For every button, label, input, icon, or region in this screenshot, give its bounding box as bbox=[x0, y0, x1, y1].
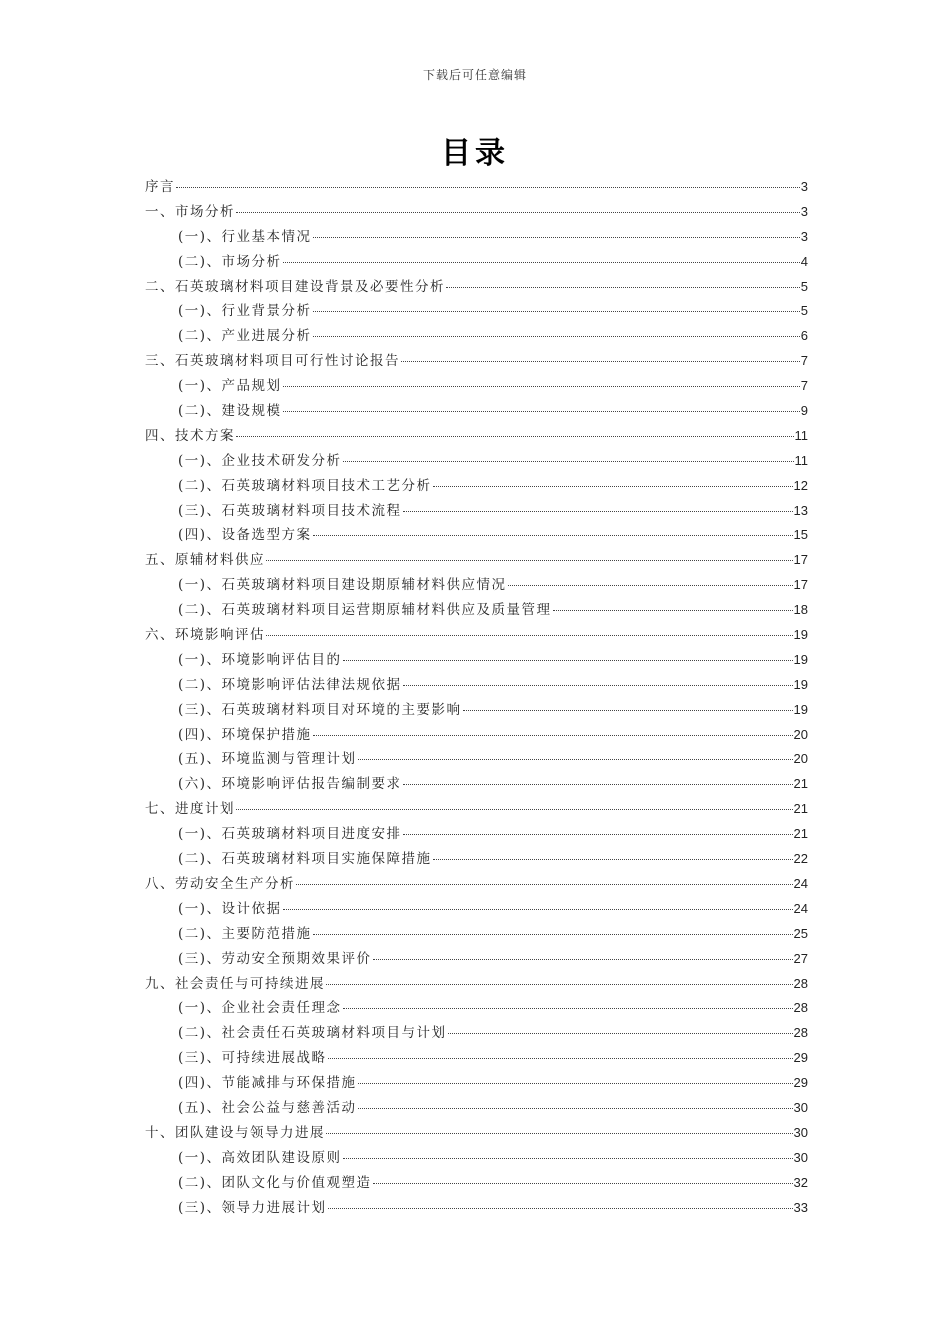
toc-dot-leader bbox=[358, 1108, 793, 1109]
toc-entry-page-number: 7 bbox=[800, 353, 808, 369]
toc-entry-page-number: 11 bbox=[794, 427, 808, 443]
toc-entry-label: (三)、可持续进展战略 bbox=[178, 1050, 327, 1067]
toc-entry[interactable] bbox=[145, 1121, 808, 1146]
toc-dot-leader bbox=[358, 1083, 793, 1084]
toc-dot-leader bbox=[358, 759, 793, 760]
toc-entry[interactable] bbox=[145, 1096, 808, 1121]
toc-entry[interactable] bbox=[145, 673, 808, 698]
toc-entry-page-number: 21 bbox=[793, 776, 808, 792]
toc-dot-leader bbox=[326, 984, 793, 985]
page-header: 下载后可任意编辑 bbox=[422, 68, 527, 82]
toc-entry-label: (二)、产业进展分析 bbox=[178, 328, 312, 345]
toc-entry[interactable] bbox=[145, 200, 808, 225]
toc-dot-leader bbox=[266, 560, 793, 561]
toc-entry-page-number: 25 bbox=[793, 925, 808, 941]
toc-entry-page-number: 24 bbox=[793, 900, 808, 916]
toc-dot-leader bbox=[401, 361, 800, 362]
toc-dot-leader bbox=[283, 411, 800, 412]
toc-entry-label: (一)、石英玻璃材料项目进度安排 bbox=[178, 826, 402, 843]
toc-entry[interactable] bbox=[145, 1146, 808, 1171]
page-title: 目录 bbox=[441, 136, 509, 171]
toc-entry-page-number: 20 bbox=[793, 751, 808, 767]
toc-entry-page-number: 5 bbox=[800, 278, 808, 294]
toc-entry[interactable] bbox=[145, 922, 808, 947]
toc-dot-leader bbox=[296, 884, 793, 885]
toc-dot-leader bbox=[433, 859, 793, 860]
toc-entry-label: (四)、节能减排与环保措施 bbox=[178, 1075, 357, 1092]
toc-entry-label: 八、劳动安全生产分析 bbox=[145, 875, 295, 892]
toc-entry-page-number: 12 bbox=[793, 477, 808, 493]
toc-dot-leader bbox=[313, 311, 800, 312]
toc-dot-leader bbox=[176, 187, 800, 188]
toc-entry-page-number: 9 bbox=[800, 403, 808, 419]
toc-entry[interactable] bbox=[145, 947, 808, 972]
toc-entry-page-number: 29 bbox=[793, 1075, 808, 1091]
toc-entry[interactable] bbox=[145, 399, 808, 424]
toc-entry[interactable] bbox=[145, 175, 808, 200]
toc-dot-leader bbox=[236, 809, 793, 810]
toc-entry-page-number: 24 bbox=[793, 875, 808, 891]
toc-dot-leader bbox=[343, 461, 794, 462]
toc-entry-page-number: 19 bbox=[793, 627, 808, 643]
toc-dot-leader bbox=[403, 834, 793, 835]
toc-entry[interactable] bbox=[145, 623, 808, 648]
toc-dot-leader bbox=[446, 287, 800, 288]
toc-entry-page-number: 21 bbox=[793, 826, 808, 842]
toc-entry-label: (一)、环境影响评估目的 bbox=[178, 651, 342, 668]
toc-entry-label: 序言 bbox=[145, 179, 175, 195]
toc-entry-label: (一)、产品规划 bbox=[178, 378, 282, 395]
toc-entry[interactable] bbox=[145, 250, 808, 275]
toc-dot-leader bbox=[433, 486, 793, 487]
toc-dot-leader bbox=[283, 386, 800, 387]
toc-entry-page-number: 33 bbox=[793, 1199, 808, 1215]
toc-dot-leader bbox=[343, 660, 793, 661]
toc-dot-leader bbox=[313, 535, 793, 536]
toc-entry-label: (一)、行业基本情况 bbox=[178, 228, 312, 245]
toc-dot-leader bbox=[236, 212, 800, 213]
toc-entry-page-number: 3 bbox=[800, 228, 808, 244]
toc-entry-label: (一)、石英玻璃材料项目建设期原辅材料供应情况 bbox=[178, 577, 507, 594]
toc-entry-label: 三、石英玻璃材料项目可行性讨论报告 bbox=[145, 353, 400, 370]
toc-entry-label: (六)、环境影响评估报告编制要求 bbox=[178, 776, 402, 793]
toc-dot-leader bbox=[403, 511, 793, 512]
toc-entry[interactable] bbox=[145, 349, 808, 374]
toc-entry-label: (二)、石英玻璃材料项目技术工艺分析 bbox=[178, 477, 432, 494]
toc-entry-page-number: 29 bbox=[793, 1050, 808, 1066]
toc-entry[interactable] bbox=[145, 523, 808, 548]
toc-entry-label: (三)、领导力进展计划 bbox=[178, 1199, 327, 1216]
toc-dot-leader bbox=[448, 1033, 793, 1034]
toc-entry-label: 十、团队建设与领导力进展 bbox=[145, 1124, 325, 1141]
toc-entry[interactable] bbox=[145, 449, 808, 474]
toc-entry[interactable] bbox=[145, 797, 808, 822]
toc-dot-leader bbox=[463, 710, 793, 711]
toc-entry[interactable] bbox=[145, 324, 808, 349]
toc-dot-leader bbox=[373, 1183, 793, 1184]
toc-entry-label: 四、技术方案 bbox=[145, 427, 235, 444]
toc-entry-label: (二)、石英玻璃材料项目运营期原辅材料供应及质量管理 bbox=[178, 602, 552, 619]
toc-entry-label: (二)、社会责任石英玻璃材料项目与计划 bbox=[178, 1025, 447, 1042]
toc-dot-leader bbox=[373, 959, 793, 960]
toc-dot-leader bbox=[508, 585, 793, 586]
toc-entry-label: (五)、社会公益与慈善活动 bbox=[178, 1099, 357, 1116]
toc-entry[interactable] bbox=[145, 474, 808, 499]
toc-dot-leader bbox=[313, 934, 793, 935]
toc-entry-label: 二、石英玻璃材料项目建设背景及必要性分析 bbox=[145, 278, 445, 295]
toc-entry-page-number: 11 bbox=[794, 452, 808, 468]
toc-entry-label: (二)、市场分析 bbox=[178, 253, 282, 270]
toc-entry[interactable] bbox=[145, 225, 808, 250]
toc-entry[interactable] bbox=[145, 299, 808, 324]
toc-entry[interactable] bbox=[145, 275, 808, 300]
toc-entry[interactable] bbox=[145, 499, 808, 524]
toc-entry[interactable] bbox=[145, 1021, 808, 1046]
toc-dot-leader bbox=[343, 1158, 793, 1159]
toc-dot-leader bbox=[283, 909, 793, 910]
toc-dot-leader bbox=[343, 1008, 793, 1009]
toc-entry-label: 五、原辅材料供应 bbox=[145, 552, 265, 569]
toc-dot-leader bbox=[283, 262, 800, 263]
toc-entry-page-number: 19 bbox=[793, 676, 808, 692]
toc-entry-label: (四)、环境保护措施 bbox=[178, 726, 312, 743]
toc-entry-label: (二)、环境影响评估法律法规依据 bbox=[178, 676, 402, 693]
toc-entry-page-number: 4 bbox=[800, 253, 808, 269]
toc-entry-label: (一)、行业背景分析 bbox=[178, 303, 312, 320]
toc-entry-label: (一)、设计依据 bbox=[178, 900, 282, 917]
toc-entry-label: (二)、团队文化与价值观塑造 bbox=[178, 1174, 372, 1191]
toc-dot-leader bbox=[266, 635, 793, 636]
toc-entry-label: (三)、石英玻璃材料项目对环境的主要影响 bbox=[178, 701, 462, 718]
toc-dot-leader bbox=[313, 336, 800, 337]
toc-entry-page-number: 32 bbox=[793, 1174, 808, 1190]
toc-dot-leader bbox=[313, 237, 800, 238]
toc-entry[interactable] bbox=[145, 872, 808, 897]
toc-entry-page-number: 6 bbox=[800, 328, 808, 344]
toc-entry[interactable] bbox=[145, 772, 808, 797]
toc-entry-page-number: 18 bbox=[793, 602, 808, 618]
toc-entry-page-number: 3 bbox=[800, 179, 808, 194]
toc-entry-label: 七、进度计划 bbox=[145, 801, 235, 818]
toc-entry-page-number: 28 bbox=[793, 1025, 808, 1041]
toc-entry-page-number: 30 bbox=[793, 1124, 808, 1140]
toc-entry-label: (二)、石英玻璃材料项目实施保障措施 bbox=[178, 851, 432, 868]
toc-entry-label: 六、环境影响评估 bbox=[145, 627, 265, 644]
toc-entry[interactable] bbox=[145, 747, 808, 772]
toc-entry-page-number: 7 bbox=[800, 378, 808, 394]
toc-entry-label: (三)、石英玻璃材料项目技术流程 bbox=[178, 502, 402, 519]
toc-entry[interactable] bbox=[145, 972, 808, 997]
toc-entry-page-number: 22 bbox=[793, 851, 808, 867]
toc-entry-page-number: 27 bbox=[793, 950, 808, 966]
toc-dot-leader bbox=[328, 1058, 793, 1059]
toc-entry[interactable] bbox=[145, 424, 808, 449]
toc-entry-page-number: 30 bbox=[793, 1149, 808, 1165]
toc-entry-label: (一)、高效团队建设原则 bbox=[178, 1149, 342, 1166]
toc-dot-leader bbox=[403, 784, 793, 785]
toc-entry-label: (二)、主要防范措施 bbox=[178, 925, 312, 942]
toc-entry[interactable] bbox=[145, 1046, 808, 1071]
toc-entry-page-number: 30 bbox=[793, 1099, 808, 1115]
toc-entry-page-number: 13 bbox=[793, 502, 808, 518]
toc-entry-label: (五)、环境监测与管理计划 bbox=[178, 751, 357, 768]
toc-entry-page-number: 21 bbox=[793, 801, 808, 817]
toc-entry[interactable] bbox=[145, 847, 808, 872]
toc-entry[interactable] bbox=[145, 723, 808, 748]
toc-entry-page-number: 15 bbox=[793, 527, 808, 543]
toc-entry[interactable] bbox=[145, 1171, 808, 1196]
toc-entry-label: 一、市场分析 bbox=[145, 203, 235, 220]
toc-entry-page-number: 28 bbox=[793, 1000, 808, 1016]
toc-entry-page-number: 20 bbox=[793, 726, 808, 742]
toc-dot-leader bbox=[328, 1208, 793, 1209]
toc-entry[interactable] bbox=[145, 897, 808, 922]
toc-entry[interactable] bbox=[145, 1071, 808, 1096]
toc-entry[interactable] bbox=[145, 1196, 808, 1221]
toc-entry[interactable] bbox=[145, 598, 808, 623]
toc-entry-page-number: 17 bbox=[793, 552, 808, 568]
table-of-contents bbox=[145, 175, 808, 1220]
toc-dot-leader bbox=[236, 436, 794, 437]
toc-entry-page-number: 19 bbox=[793, 651, 808, 667]
toc-entry-label: (一)、企业社会责任理念 bbox=[178, 1000, 342, 1017]
toc-dot-leader bbox=[313, 735, 793, 736]
toc-entry[interactable] bbox=[145, 648, 808, 673]
toc-entry-label: (四)、设备选型方案 bbox=[178, 527, 312, 544]
toc-dot-leader bbox=[326, 1133, 793, 1134]
toc-entry[interactable] bbox=[145, 698, 808, 723]
toc-dot-leader bbox=[553, 610, 793, 611]
toc-entry[interactable] bbox=[145, 548, 808, 573]
toc-entry[interactable] bbox=[145, 822, 808, 847]
toc-entry[interactable] bbox=[145, 996, 808, 1021]
toc-entry-page-number: 5 bbox=[800, 303, 808, 319]
toc-entry-label: (三)、劳动安全预期效果评价 bbox=[178, 950, 372, 967]
toc-entry-page-number: 28 bbox=[793, 975, 808, 991]
toc-entry-label: (二)、建设规模 bbox=[178, 403, 282, 420]
toc-entry-page-number: 19 bbox=[793, 701, 808, 717]
toc-entry[interactable] bbox=[145, 573, 808, 598]
toc-entry-page-number: 17 bbox=[793, 577, 808, 593]
toc-entry-label: 九、社会责任与可持续进展 bbox=[145, 975, 325, 992]
toc-entry[interactable] bbox=[145, 374, 808, 399]
toc-entry-page-number: 3 bbox=[800, 203, 808, 219]
toc-entry-label: (一)、企业技术研发分析 bbox=[178, 452, 342, 469]
toc-dot-leader bbox=[403, 685, 793, 686]
